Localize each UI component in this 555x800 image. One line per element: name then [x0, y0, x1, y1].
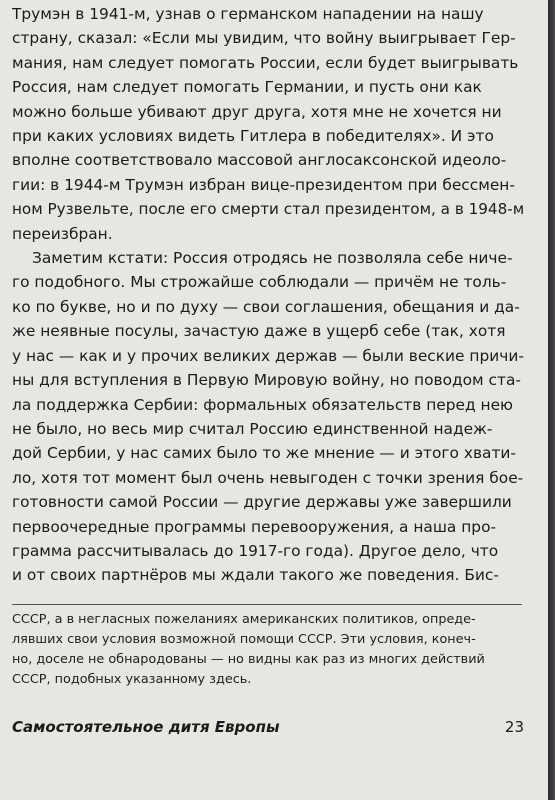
text-line: первоочередные программы перевооружения, а наша про-: [12, 517, 497, 536]
book-title: Самостоятельное дитя Европы: [12, 718, 280, 736]
text-line: ны для вступления в Первую Мировую войну, но поводом ста-: [12, 371, 521, 390]
text-line: готовности самой России — другие державы уже завершили: [12, 493, 512, 512]
text-line: ла поддержка Сербии: формальных обязательств перед нею: [12, 395, 514, 414]
text-line: гии: в 1944-м Трумэн избран вице-президентом при бессмен-: [12, 175, 515, 194]
text-line: ко по букве, но и по духу — свои соглашения, обещания и да-: [12, 297, 520, 316]
footnote-line: но, доселе не обнародованы — но видны как раз из многих действий: [12, 652, 485, 667]
page-number: 23: [504, 718, 524, 736]
text-line: ло, хотя тот момент был очень невыгоден с точки зрения бое-: [12, 468, 524, 487]
page-edge-shadow: [548, 0, 555, 800]
text-line: же неявные посулы, зачастую даже в ущерб себе (так, хотя: [12, 322, 506, 341]
text-line: Трумэн в 1941-м, узнав о германском нападении на нашу: [12, 5, 484, 23]
text-line: Россия, нам следует помогать Германии, и пусть они как: [12, 78, 482, 97]
text-line: не было, но весь мир считал Россию единственной надеж-: [12, 419, 493, 438]
text-line: го подобного. Мы строжайше соблюдали — причём не толь-: [12, 273, 507, 292]
footnote-line: СССР, подобных указанному здесь.: [12, 672, 252, 687]
text-line: Заметим кстати: Россия отродясь не позволяла себе ниче-: [32, 249, 513, 268]
page-footer: [12, 718, 524, 744]
text-line: можно больше убивают друг друга, хотя мне не хочется ни: [12, 102, 502, 121]
footnote: [12, 610, 526, 690]
text-line: дой Сербии, у нас самих было то же мнение — и этого хвати-: [12, 444, 516, 463]
footnote-divider: [12, 604, 522, 605]
text-line: вполне соответствовало массовой англосаксонской идеоло-: [12, 151, 507, 170]
text-line: страну, сказал: «Если мы увидим, что войну выигрывает Гер-: [12, 29, 516, 48]
footnote-line: лявших свои условия возможной помощи СССР. Эти условия, конеч-: [12, 632, 476, 647]
text-line: у нас — как и у прочих великих держав — были веские причи-: [12, 346, 524, 365]
paragraph-2: [12, 246, 526, 588]
text-line: грамма рассчитывалась до 1917-го года). Другое дело, что: [12, 541, 499, 560]
text-line: мания, нам следует помогать России, если будет выигрывать: [12, 53, 519, 72]
footnote-line: СССР, а в негласных пожеланиях американских политиков, опреде-: [12, 612, 476, 627]
text-line: ном Рузвельте, после его смерти стал президентом, а в 1948-м: [12, 200, 525, 219]
text-line: и от своих партнёров мы ждали такого же поведения. Бис-: [12, 566, 499, 585]
main-text: [12, 2, 526, 588]
text-line: переизбран.: [12, 224, 113, 243]
text-line: при каких условиях видеть Гитлера в победителях». И это: [12, 127, 494, 146]
paragraph-1: [12, 2, 526, 246]
